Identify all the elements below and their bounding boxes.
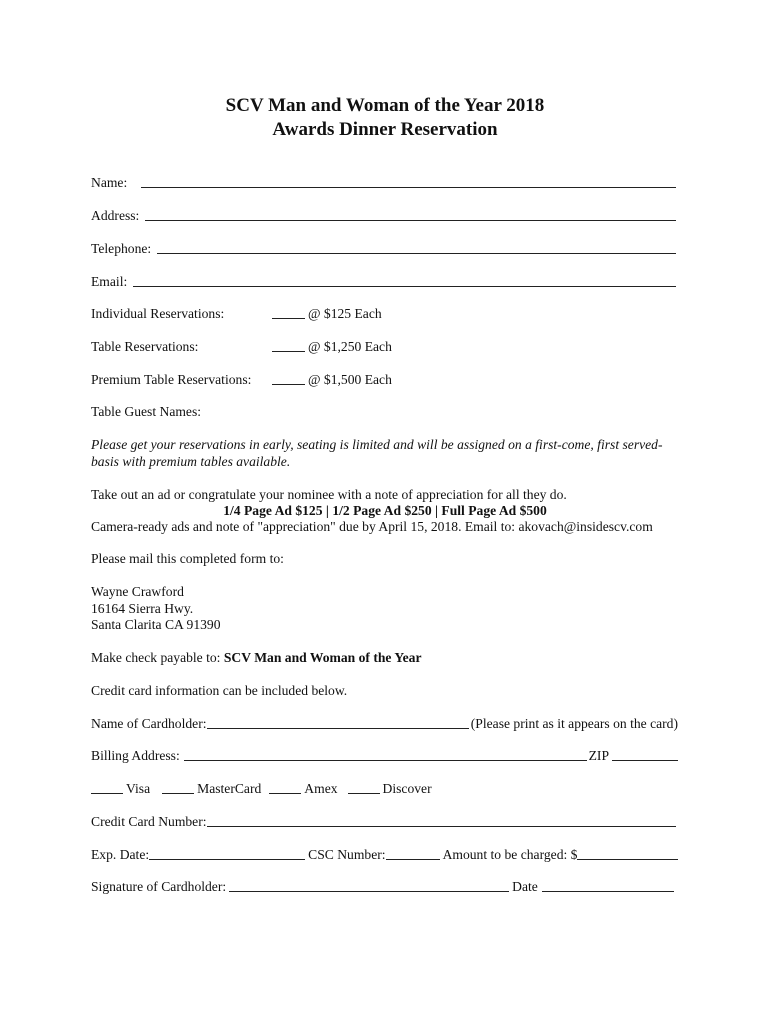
table-reservations-quantity[interactable] (272, 338, 392, 355)
individual-quantity-blank[interactable] (272, 318, 305, 319)
name-input-line[interactable] (141, 187, 676, 188)
card-number-field-row[interactable] (91, 813, 678, 830)
discover-blank[interactable] (348, 793, 380, 794)
card-number-input-line[interactable] (207, 826, 676, 827)
mail-recipient-name: Wayne Crawford (91, 584, 184, 599)
name-label: Name: (91, 175, 128, 190)
premium-reservations-label: Premium Table Reservations: (91, 372, 252, 387)
title-line-2: Awards Dinner Reservation (272, 119, 498, 140)
table-guest-names-label: Table Guest Names: (91, 404, 202, 419)
zip-label: ZIP (588, 748, 609, 763)
email-input-line[interactable] (133, 286, 676, 287)
billing-address-input-line[interactable] (184, 760, 587, 761)
card-type-amex: Amex (304, 781, 338, 796)
title-line-1: SCV Man and Woman of the Year 2018 (225, 95, 545, 116)
premium-price: @ $1,500 Each (308, 372, 392, 387)
card-type-discover: Discover (382, 781, 432, 796)
card-type-visa: Visa (126, 781, 151, 796)
cardholder-hint: (Please print as it appears on the card) (470, 716, 678, 731)
telephone-field-row[interactable] (91, 240, 678, 257)
signature-label: Signature of Cardholder: (91, 879, 227, 894)
exp-date-label: Exp. Date: (91, 847, 150, 862)
name-field-row[interactable] (91, 174, 678, 191)
check-payable-row (91, 649, 691, 666)
exp-csc-amount-row (91, 846, 678, 863)
payable-to: SCV Man and Woman of the Year (223, 650, 422, 665)
individual-price: @ $125 Each (308, 306, 382, 321)
visa-blank[interactable] (91, 793, 123, 794)
amount-input-line[interactable] (577, 859, 678, 860)
ad-deadline: Camera-ready ads and note of "appreciation" due by April 15, 2018. Email to: akovach@insidescv.com (91, 519, 653, 534)
individual-reservations-quantity[interactable] (272, 305, 382, 322)
telephone-label: Telephone: (91, 241, 152, 256)
date-input-line[interactable] (542, 891, 674, 892)
table-price: @ $1,250 Each (308, 339, 392, 354)
table-reservations-label: Table Reservations: (91, 339, 199, 354)
exp-date-input-line[interactable] (149, 859, 305, 860)
billing-address-label: Billing Address: (91, 748, 180, 763)
cardholder-input-line[interactable] (207, 728, 469, 729)
card-type-row (91, 780, 432, 797)
mail-city: Santa Clarita CA 91390 (91, 617, 221, 632)
cardholder-label: Name of Cardholder: (91, 716, 207, 731)
email-field-row[interactable] (91, 273, 678, 290)
mastercard-blank[interactable] (162, 793, 194, 794)
zip-input-line[interactable] (612, 760, 678, 761)
card-type-mastercard: MasterCard (197, 781, 262, 796)
mail-instruction: Please mail this completed form to: (91, 551, 284, 566)
email-label: Email: (91, 274, 128, 289)
billing-address-field-row[interactable] (91, 747, 678, 764)
csc-label: CSC Number: (308, 847, 386, 862)
ad-intro-text: Take out an ad or congratulate your nominee with a note of appreciation for all they do. (91, 487, 567, 502)
ad-pricing: 1/4 Page Ad $125 | 1/2 Page Ad $250 | Full Page Ad $500 (223, 503, 547, 518)
card-number-label: Credit Card Number: (91, 814, 207, 829)
amex-blank[interactable] (269, 793, 301, 794)
premium-quantity-blank[interactable] (272, 384, 305, 385)
payable-prefix: Make check payable to: (91, 650, 221, 665)
form-title (0, 94, 770, 142)
reservation-notice: Please get your reservations in early, seating is limited and will be assigned on a first-come, first served-basis with premium tables available. (91, 437, 663, 469)
individual-reservations-label: Individual Reservations: (91, 306, 225, 321)
address-input-line[interactable] (145, 220, 676, 221)
signature-input-line[interactable] (229, 891, 509, 892)
address-label: Address: (91, 208, 140, 223)
table-quantity-blank[interactable] (272, 351, 305, 352)
mail-street: 16164 Sierra Hwy. (91, 601, 194, 616)
amount-label: Amount to be charged: $ (442, 847, 578, 862)
premium-reservations-quantity[interactable] (272, 371, 392, 388)
signature-date-row (91, 878, 674, 895)
address-field-row[interactable] (91, 207, 678, 224)
credit-card-note: Credit card information can be included below. (91, 683, 348, 698)
telephone-input-line[interactable] (157, 253, 676, 254)
date-label: Date (512, 879, 538, 894)
cardholder-field-row[interactable] (91, 715, 678, 732)
csc-input-line[interactable] (386, 859, 440, 860)
